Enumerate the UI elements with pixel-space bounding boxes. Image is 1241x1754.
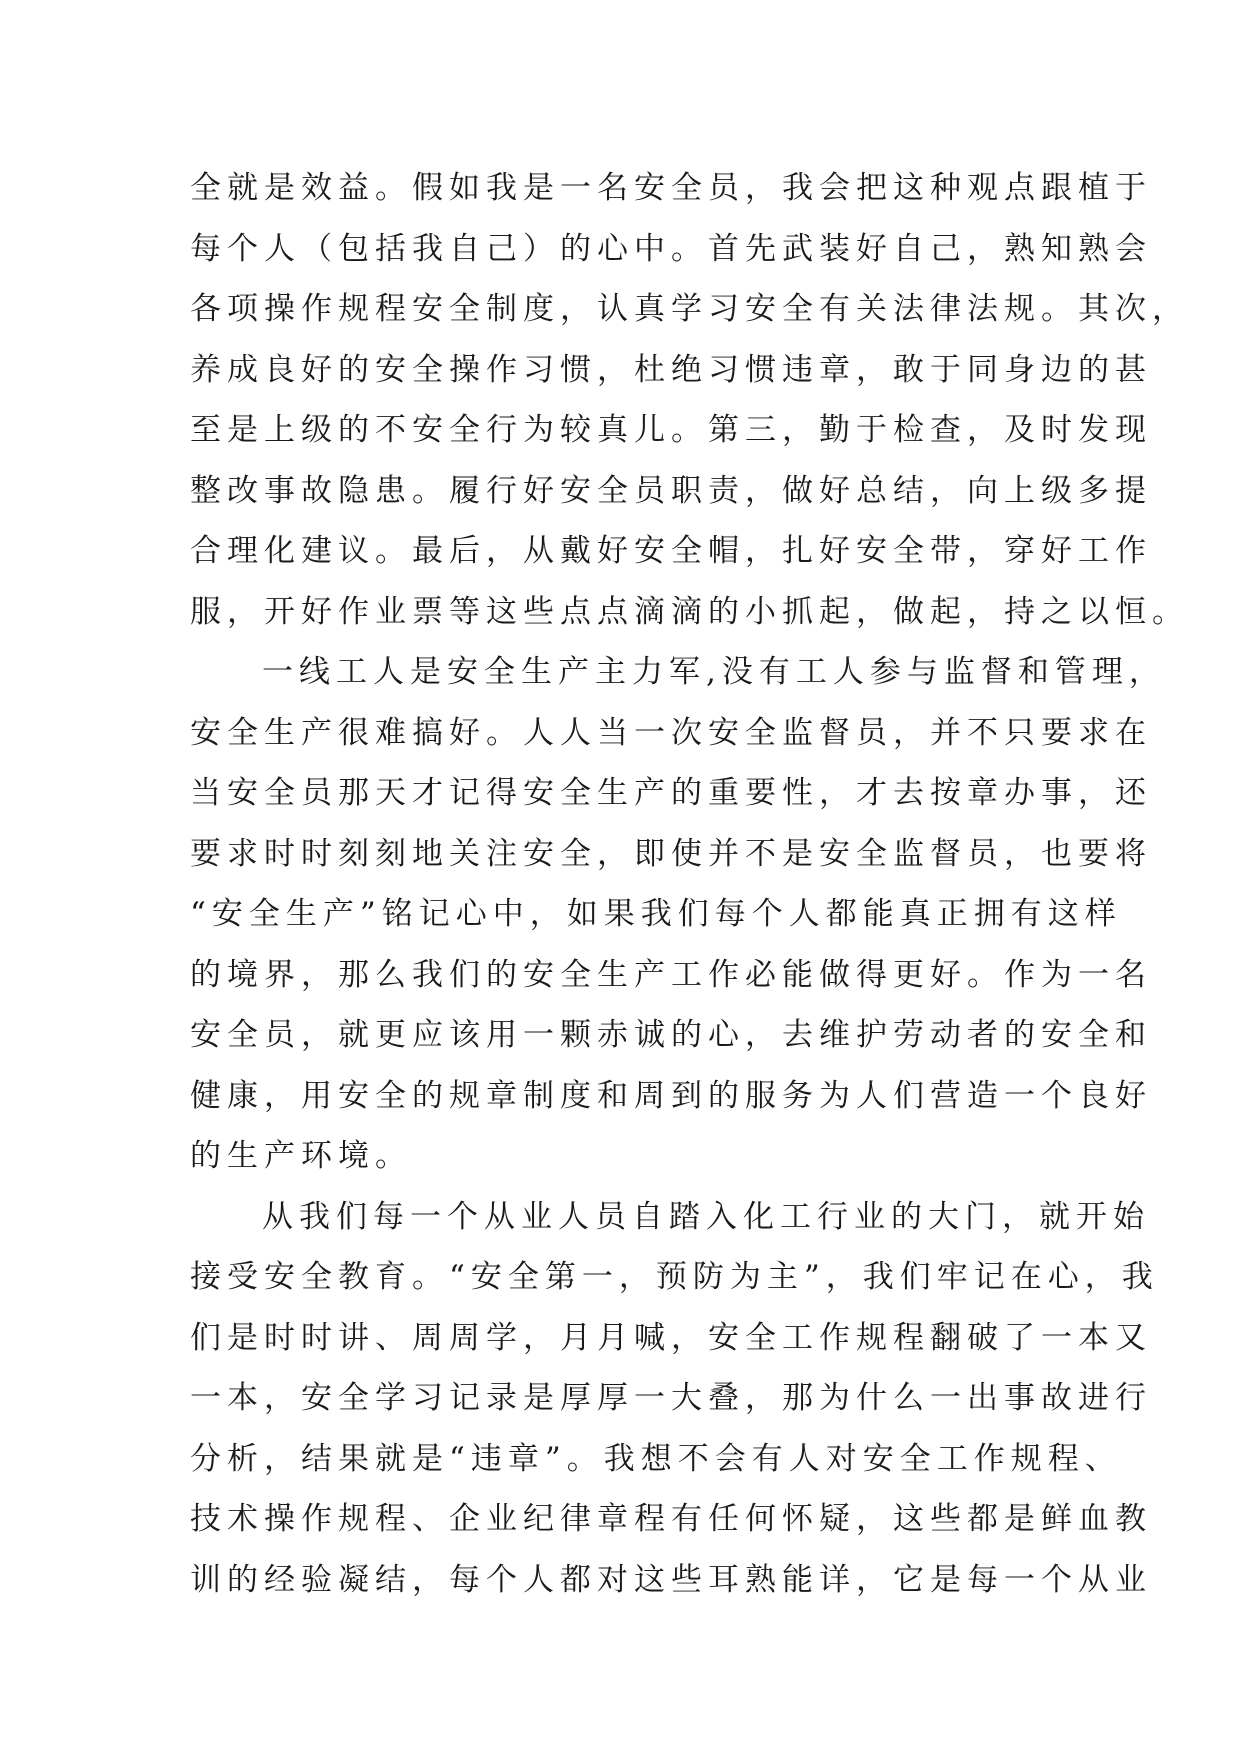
text-line: 一本，安全学习记录是厚厚一大叠，那为什么一出事故进行 xyxy=(190,1380,1152,1416)
text-line: 一线工人是安全生产主力军,没有工人参与监督和管理， xyxy=(262,654,1166,690)
text-line: 安全员，就更应该用一颗赤诚的心，去维护劳动者的安全和 xyxy=(190,1017,1152,1053)
text-line: “安全生产”铭记心中，如果我们每个人都能真正拥有这样 xyxy=(190,896,1122,932)
text-line: 服，开好作业票等这些点点滴滴的小抓起，做起，持之以恒。 xyxy=(190,593,1189,630)
text-line: 的生产环境。 xyxy=(190,1138,412,1174)
text-line: 养成良好的安全操作习惯，杜绝习惯违章，敢于同身边的甚 xyxy=(190,351,1152,388)
text-line: 全就是效益。假如我是一名安全员，我会把这种观点跟植于 xyxy=(190,170,1152,206)
document-body xyxy=(190,158,1189,1610)
text-line: 要求时时刻刻地关注安全，即使并不是安全监督员，也要将 xyxy=(190,835,1152,872)
text-line: 至是上级的不安全行为较真儿。第三，勤于检查，及时发现 xyxy=(190,412,1152,448)
paragraph-3 xyxy=(190,1187,1159,1611)
text-line: 安全生产很难搞好。人人当一次安全监督员，并不只要求在 xyxy=(190,714,1152,751)
text-line: 技术操作规程、企业纪律章程有任何怀疑，这些都是鲜血教 xyxy=(190,1501,1152,1537)
text-line: 训的经验凝结，每个人都对这些耳熟能详，它是每一个从业 xyxy=(190,1561,1152,1598)
text-line: 合理化建议。最后，从戴好安全帽，扎好安全带，穿好工作 xyxy=(190,533,1152,569)
text-line: 整改事故隐患。履行好安全员职责，做好总结，向上级多提 xyxy=(190,472,1152,509)
text-line: 每个人（包括我自己）的心中。首先武装好自己，熟知熟会 xyxy=(190,230,1152,267)
text-line: 健康，用安全的规章制度和周到的服务为人们营造一个良好 xyxy=(190,1077,1152,1114)
text-line: 各项操作规程安全制度，认真学习安全有关法律法规。其次， xyxy=(190,291,1189,327)
text-line: 分析，结果就是“违章”。我想不会有人对安全工作规程、 xyxy=(190,1440,1122,1477)
paragraph-2 xyxy=(190,642,1166,1187)
text-line: 们是时时讲、周周学，月月喊，安全工作规程翻破了一本又 xyxy=(190,1319,1152,1356)
text-line: 接受安全教育。“安全第一，预防为主”，我们牢记在心，我 xyxy=(190,1259,1159,1295)
text-line: 当安全员那天才记得安全生产的重要性，才去按章办事，还 xyxy=(190,775,1152,811)
text-line: 从我们每一个从业人员自踏入化工行业的大门，就开始 xyxy=(262,1198,1150,1235)
paragraph-1 xyxy=(190,158,1189,642)
text-line: 的境界，那么我们的安全生产工作必能做得更好。作为一名 xyxy=(190,956,1152,993)
